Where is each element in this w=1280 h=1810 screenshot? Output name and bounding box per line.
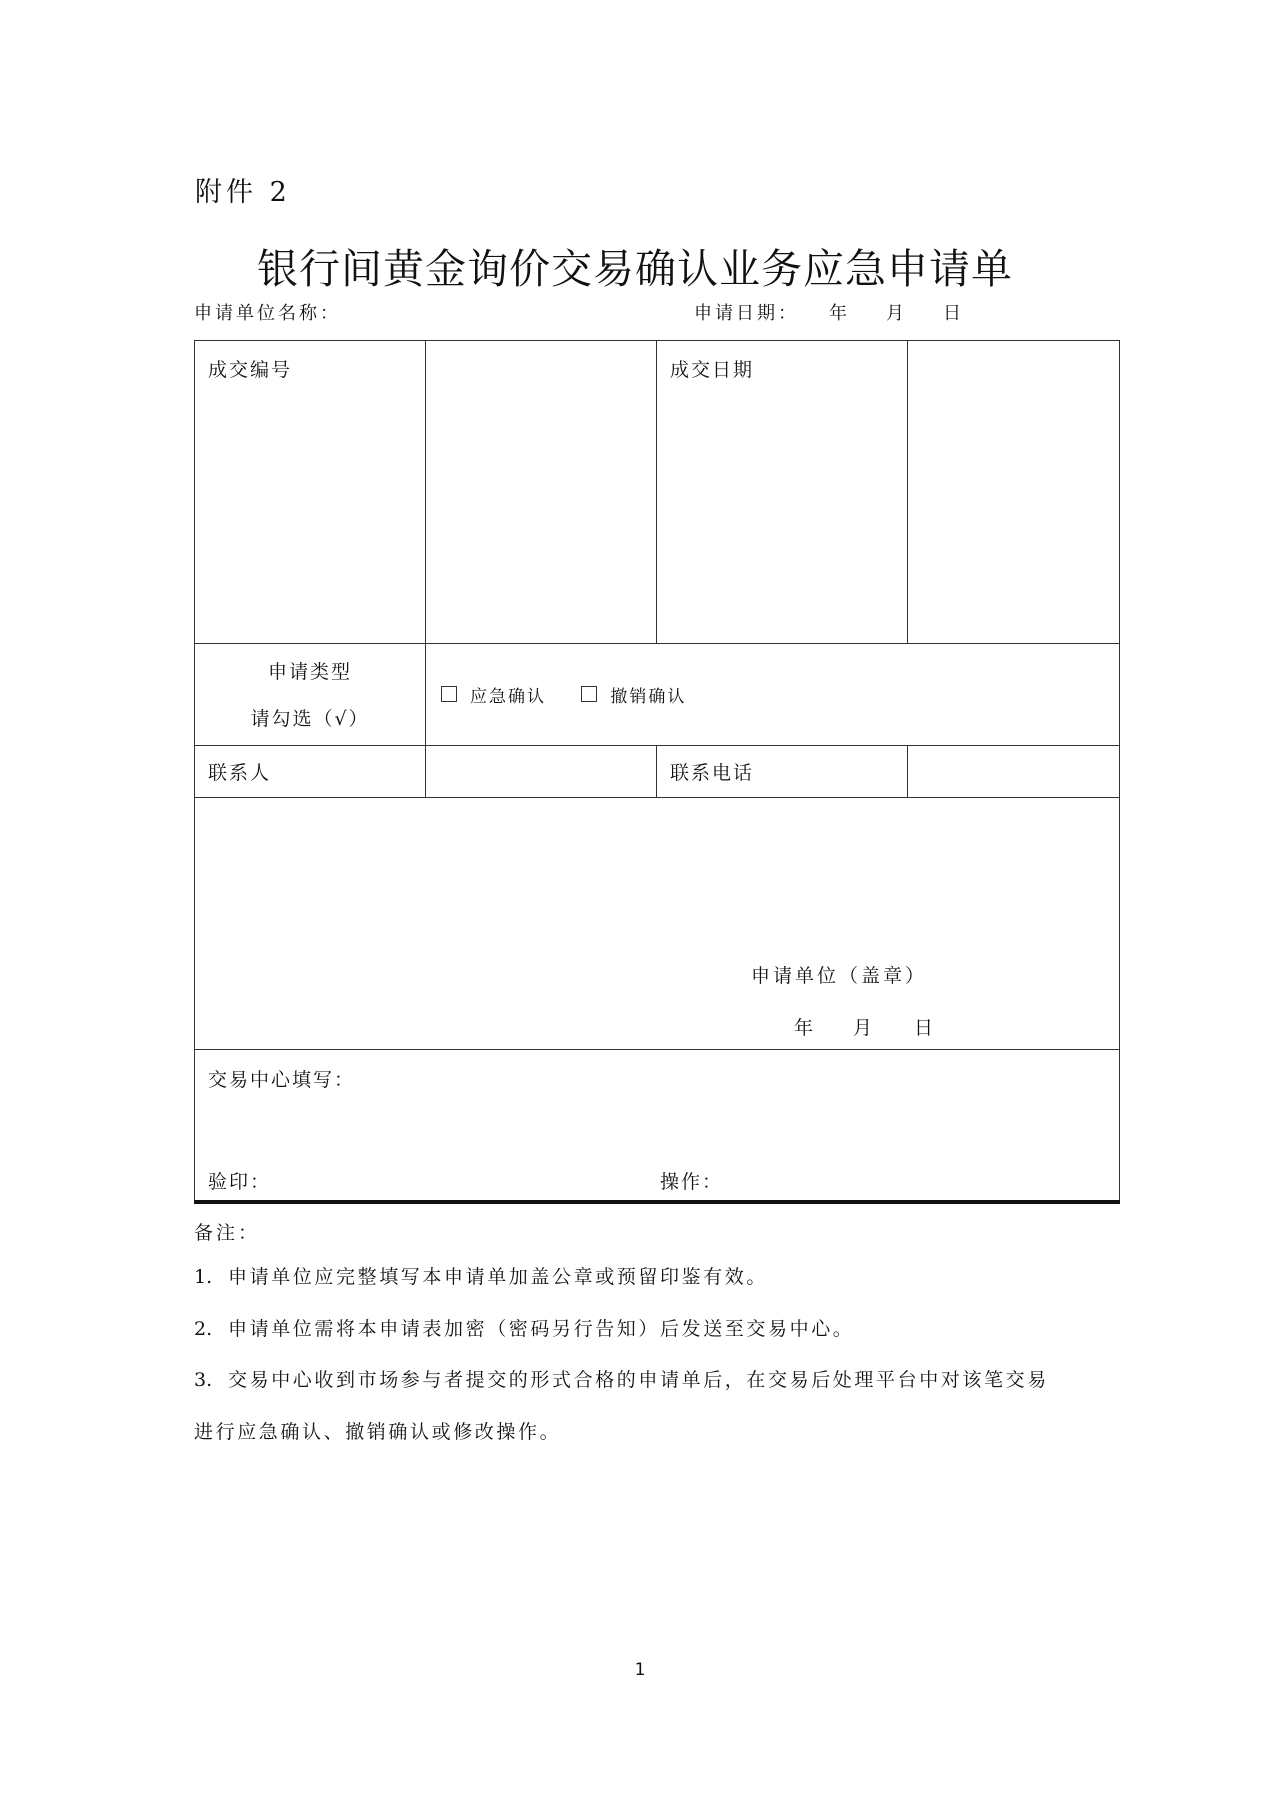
- stamp-date: [794, 1013, 935, 1040]
- note-continuation: 进行应急确认、撤销确认或修改操作。: [194, 1421, 562, 1443]
- signature-row: [195, 798, 1120, 1050]
- note-number: 2.: [194, 1318, 213, 1340]
- stamp-label: 申请单位（盖章）: [751, 965, 928, 987]
- operation-label: 操作：: [660, 1171, 724, 1193]
- note-text: 申请单位需将本申请表加密（密码另行告知）后发送至交易中心。: [228, 1318, 855, 1340]
- signature-cell[interactable]: [195, 798, 1120, 1050]
- attachment-label: 附件 2: [195, 177, 291, 208]
- option-emergency-confirm[interactable]: [441, 682, 546, 707]
- note-number: 3.: [194, 1369, 213, 1391]
- page-number: 1: [634, 1660, 646, 1680]
- trade-center-fill-label: 交易中心填写：: [208, 1069, 356, 1091]
- option-cancel-confirm-label: 撤销确认: [610, 686, 687, 707]
- trade-date-field[interactable]: [908, 341, 1120, 644]
- note-item: [194, 1314, 854, 1341]
- trade-info-row: [195, 341, 1120, 644]
- contact-row: [195, 746, 1120, 798]
- trade-date-label: 成交日期: [670, 359, 755, 381]
- note-text: 交易中心收到市场参与者提交的形式合格的申请单后，在交易后处理平台中对该笔交易: [228, 1369, 1049, 1391]
- applicant-name-label: 申请单位名称：: [194, 303, 341, 324]
- apply-date-month: 月: [886, 303, 907, 324]
- note-text: 申请单位应完整填写本申请单加盖公章或预留印鉴有效。: [228, 1266, 769, 1288]
- trade-number-label: 成交编号: [208, 359, 293, 381]
- request-type-options: [426, 644, 1120, 746]
- stamp-month: 月: [853, 1017, 875, 1039]
- request-type-label-cell: [195, 644, 426, 746]
- trade-number-field[interactable]: [426, 341, 657, 644]
- option-emergency-confirm-label: 应急确认: [470, 686, 546, 707]
- contact-label-cell: [195, 746, 426, 798]
- request-type-label: 申请类型: [267, 661, 352, 683]
- phone-field[interactable]: [908, 746, 1120, 798]
- verify-seal-label: 验印：: [208, 1171, 272, 1193]
- contact-field[interactable]: [426, 746, 657, 798]
- page-title: 银行间黄金询价交易确认业务应急申请单: [257, 245, 1013, 293]
- trade-date-label-cell: [657, 341, 908, 644]
- apply-date-year: 年: [829, 303, 850, 324]
- apply-date-day: 日: [943, 303, 964, 324]
- apply-date: [694, 299, 964, 325]
- apply-date-label: 申请日期：: [694, 303, 799, 324]
- checkbox-cancel-confirm[interactable]: [581, 686, 597, 702]
- trade-number-label-cell: [195, 341, 426, 644]
- request-type-row: [195, 644, 1120, 746]
- phone-label-cell: [657, 746, 908, 798]
- option-cancel-confirm[interactable]: [581, 682, 686, 707]
- note-number: 1.: [194, 1266, 213, 1288]
- contact-label: 联系人: [208, 762, 272, 784]
- application-form-table: [194, 340, 1120, 1204]
- checkbox-emergency-confirm[interactable]: [441, 686, 457, 702]
- note-item: [194, 1365, 1049, 1392]
- trade-center-row: [195, 1050, 1120, 1203]
- notes-title: 备注：: [194, 1222, 261, 1244]
- request-type-hint: 请勾选（√）: [250, 708, 370, 730]
- stamp-day: 日: [914, 1017, 936, 1039]
- phone-label: 联系电话: [670, 762, 755, 784]
- trade-center-cell: [195, 1050, 1120, 1203]
- stamp-year: 年: [794, 1017, 816, 1039]
- note-item: [194, 1262, 768, 1289]
